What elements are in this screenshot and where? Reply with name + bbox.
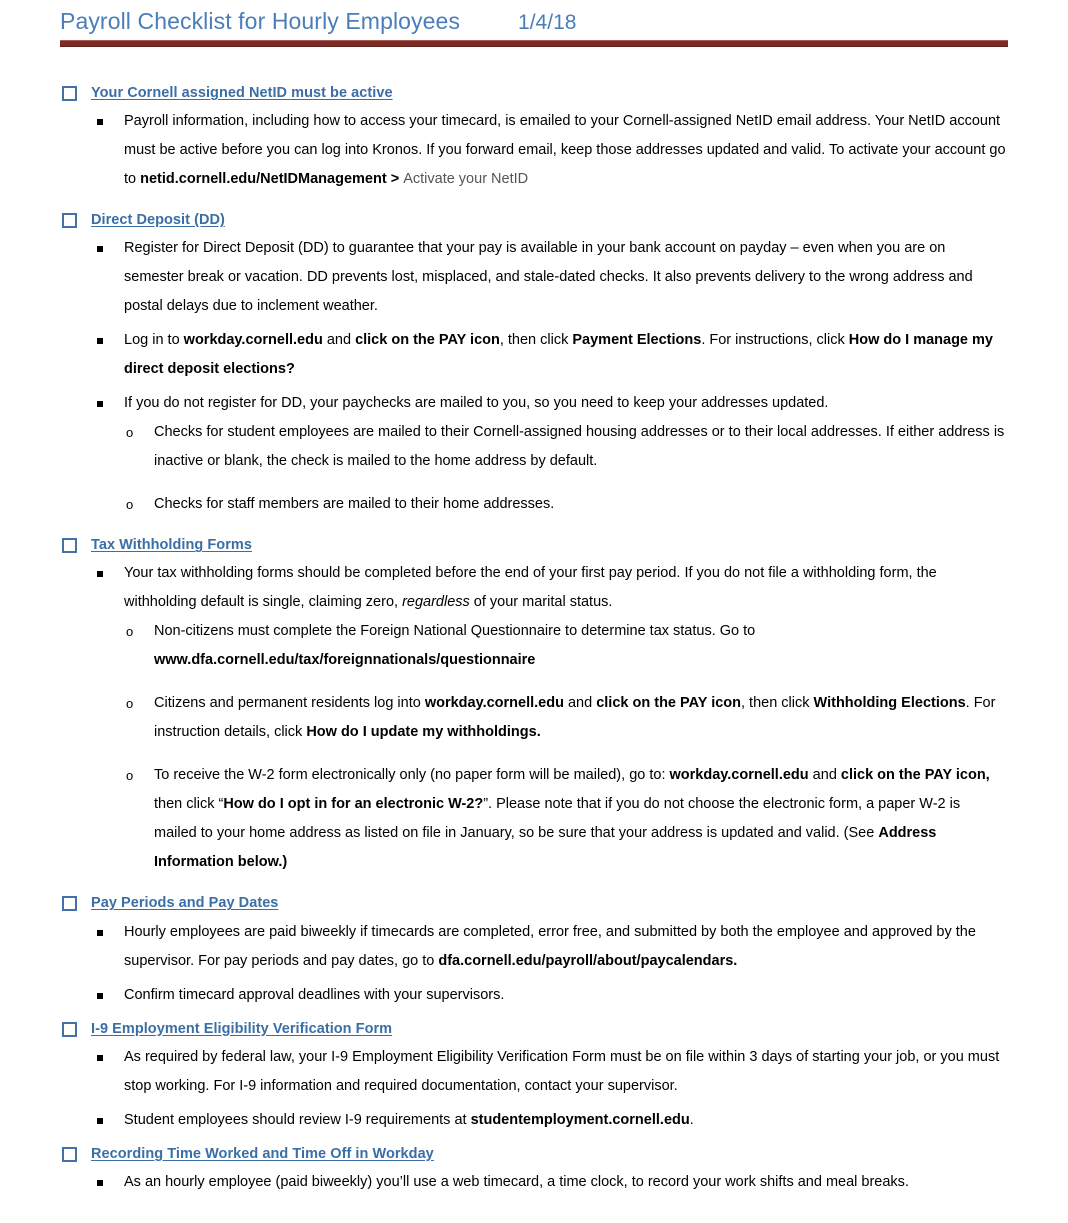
sub-bullet-list <box>124 418 1006 519</box>
text-run: Confirm timecard approval deadlines with your supervisors. <box>124 986 505 1003</box>
text-run: below.) <box>233 854 288 871</box>
text-run: Hourly employees are paid biweekly if timecards are completed, error free, and submitted by both the employee and approved by the supervisor. For pay periods and pay dates, go to <box>124 923 976 969</box>
list-item <box>0 559 1068 877</box>
text-run: . For instruction details, click <box>154 695 996 741</box>
list-item-text <box>124 113 1006 187</box>
text-run: netid.cornell.edu/NetIDManagement <box>140 171 387 188</box>
text-run: click on the PAY icon, <box>840 767 990 784</box>
text-run: Student employees should review I-9 requirements at <box>124 1111 471 1128</box>
section-header-tax-withholding <box>0 536 1068 554</box>
sub-bullet-list <box>124 617 1006 877</box>
document-body <box>0 84 1068 1197</box>
page-title: Payroll Checklist for Hourly Employees <box>60 8 461 34</box>
checklist-section-recording-time <box>0 1145 1068 1197</box>
sub-list-item <box>124 490 1006 519</box>
text-run: , then click <box>499 332 573 349</box>
checklist-section-netid <box>0 84 1068 194</box>
section-spacer <box>0 877 1068 894</box>
section-spacer <box>0 1135 1068 1145</box>
text-run: Payroll information, including how to access your timecard, is emailed to your Cornell-assigned NetID email address. Your NetID account must be active before you can log into Kronos. If you forward email, keep those addresses updated and valid. To activate your account go to <box>124 113 1006 188</box>
text-run: Citizens and permanent residents log into <box>154 695 425 712</box>
list-item-text <box>124 565 937 610</box>
checkbox-tax-withholding[interactable] <box>62 538 77 553</box>
text-run: If you do not register for DD, your paychecks are mailed to you, so you need to keep your addresses updated. <box>124 395 829 412</box>
text-run: . For instructions, click <box>701 332 849 349</box>
section-header-i9-form <box>0 1020 1068 1038</box>
checklist-section-pay-periods <box>0 894 1068 1009</box>
sub-list-item-text <box>154 623 755 668</box>
list-item-text <box>124 1112 694 1128</box>
list-item-text <box>124 395 828 411</box>
text-run: of your marital status. <box>469 594 613 611</box>
checkbox-i9-form[interactable] <box>62 1022 77 1037</box>
sub-list-item <box>124 761 1006 877</box>
sub-list-item-text <box>154 424 1004 469</box>
text-run: regardless <box>402 594 470 611</box>
text-run: www.dfa.cornell.edu/tax/foreignnationals/questionnaire <box>154 652 536 669</box>
sub-list-item <box>124 418 1006 476</box>
section-header-netid <box>0 84 1068 102</box>
text-run: Checks for staff members are mailed to their home addresses. <box>154 496 555 513</box>
sub-list-item-text <box>154 767 990 870</box>
section-title-direct-deposit[interactable]: Direct Deposit (DD) <box>91 212 225 229</box>
section-header-direct-deposit <box>0 211 1068 229</box>
text-run: Withholding Elections <box>813 695 966 712</box>
sub-list-item-text <box>154 496 554 512</box>
text-run: Your tax withholding forms should be completed before the end of your first pay period. If you do not file a withholding form, the withholding default is single, claiming zero, <box>124 565 937 611</box>
text-run: Payment Elections <box>572 332 702 349</box>
list-item-text <box>124 1174 909 1190</box>
text-run: Checks for student employees are mailed to their Cornell-assigned housing addresses or to their local addresses. If either address is inactive or blank, the check is mailed to the home address by default. <box>154 424 1005 470</box>
bullet-list <box>0 559 1068 877</box>
text-run: ”. Please note that if you do not choose the electronic form, a paper W-2 is mailed to your home address as listed on file in January, so be sure that your address is updated and valid. (See <box>154 796 961 842</box>
section-header-recording-time <box>0 1145 1068 1163</box>
list-item <box>0 107 1068 194</box>
list-item <box>0 981 1068 1010</box>
text-run: Log in to <box>124 332 184 349</box>
list-item <box>0 389 1068 519</box>
checklist-section-tax-withholding <box>0 536 1068 877</box>
text-run: Non-citizens must complete the Foreign National Questionnaire to determine tax status. Go to <box>154 623 756 640</box>
text-run: and <box>563 695 597 712</box>
bullet-list <box>0 1043 1068 1135</box>
section-spacer <box>0 1010 1068 1020</box>
text-run: As required by federal law, your I-9 Employment Eligibility Verification Form must be on file within 3 days of starting your job, or you must stop working. For I-9 information and required documentation, contact your supervisor. <box>124 1048 1000 1094</box>
sub-list-item <box>124 689 1006 747</box>
checkbox-direct-deposit[interactable] <box>62 213 77 228</box>
text-run: studentemployment.cornell.edu <box>470 1111 690 1128</box>
list-item <box>0 1106 1068 1135</box>
text-run: dfa.cornell.edu/payroll/about/paycalendars. <box>438 952 738 969</box>
section-title-pay-periods[interactable]: Pay Periods and Pay Dates <box>91 895 279 912</box>
text-run: then click “ <box>154 796 224 813</box>
text-run: . <box>689 1111 694 1128</box>
section-spacer <box>0 519 1068 536</box>
header-title-row <box>60 8 1008 35</box>
text-run: Register for Direct Deposit (DD) to guarantee that your pay is available in your bank account on payday – even when you are on semester break or vacation. DD prevents lost, misplaced, and stale-dated checks. It also prevents delivery to the wrong address and postal delays due to inclement weather. <box>124 240 973 315</box>
list-item-text <box>124 924 976 969</box>
section-title-netid[interactable]: Your Cornell assigned NetID must be active <box>91 85 393 101</box>
text-run: > <box>386 171 404 188</box>
section-spacer <box>0 194 1068 211</box>
checkbox-netid[interactable] <box>62 86 77 101</box>
list-item-text <box>124 1049 999 1094</box>
bullet-list <box>0 234 1068 519</box>
list-item <box>0 234 1068 321</box>
list-item-text <box>124 240 973 314</box>
text-run: and <box>808 767 841 784</box>
text-run: To receive the W-2 form electronically only (no paper form will be mailed), go to: <box>154 767 670 784</box>
list-item <box>0 1043 1068 1101</box>
checkbox-recording-time[interactable] <box>62 1147 77 1162</box>
document-header <box>60 8 1008 35</box>
list-item <box>0 1168 1068 1197</box>
sub-list-item <box>124 617 1006 675</box>
checkbox-pay-periods[interactable] <box>62 896 77 911</box>
section-title-tax-withholding[interactable]: Tax Withholding Forms <box>91 537 252 554</box>
text-run: workday.cornell.edu <box>183 332 323 349</box>
section-header-pay-periods <box>0 894 1068 912</box>
text-run: How do I update my withholdings. <box>306 724 541 741</box>
checklist-section-i9-form <box>0 1020 1068 1135</box>
text-run: Address Information <box>154 825 937 871</box>
header-divider-rule <box>60 40 1008 47</box>
list-item <box>0 326 1068 384</box>
text-run: workday.cornell.edu <box>424 695 564 712</box>
bullet-list <box>0 1168 1068 1197</box>
text-run: click on the PAY icon <box>596 695 741 712</box>
text-run: , then click <box>741 695 814 712</box>
list-item-text <box>124 332 993 377</box>
list-item <box>0 918 1068 976</box>
text-run: click on the PAY icon <box>355 332 500 349</box>
sub-list-item-text <box>154 695 995 740</box>
bullet-list <box>0 107 1068 194</box>
text-run: and <box>322 332 356 349</box>
text-run: How do I manage my direct deposit elections? <box>124 332 993 378</box>
checklist-section-direct-deposit <box>0 211 1068 519</box>
list-item-text <box>124 987 504 1003</box>
text-run: How do I opt in for an electronic W-2? <box>223 796 484 813</box>
section-title-recording-time[interactable]: Recording Time Worked and Time Off in Workday <box>91 1145 434 1162</box>
text-run: As an hourly employee (paid biweekly) you’ll use a web timecard, a time clock, to record your work shifts and meal breaks. <box>124 1173 909 1190</box>
section-title-i9-form[interactable]: I-9 Employment Eligibility Verification Form <box>91 1020 393 1037</box>
text-run: workday.cornell.edu <box>669 767 809 784</box>
text-run: Activate your NetID <box>403 171 529 188</box>
bullet-list <box>0 918 1068 1010</box>
document-date: 1/4/18 <box>518 11 577 34</box>
